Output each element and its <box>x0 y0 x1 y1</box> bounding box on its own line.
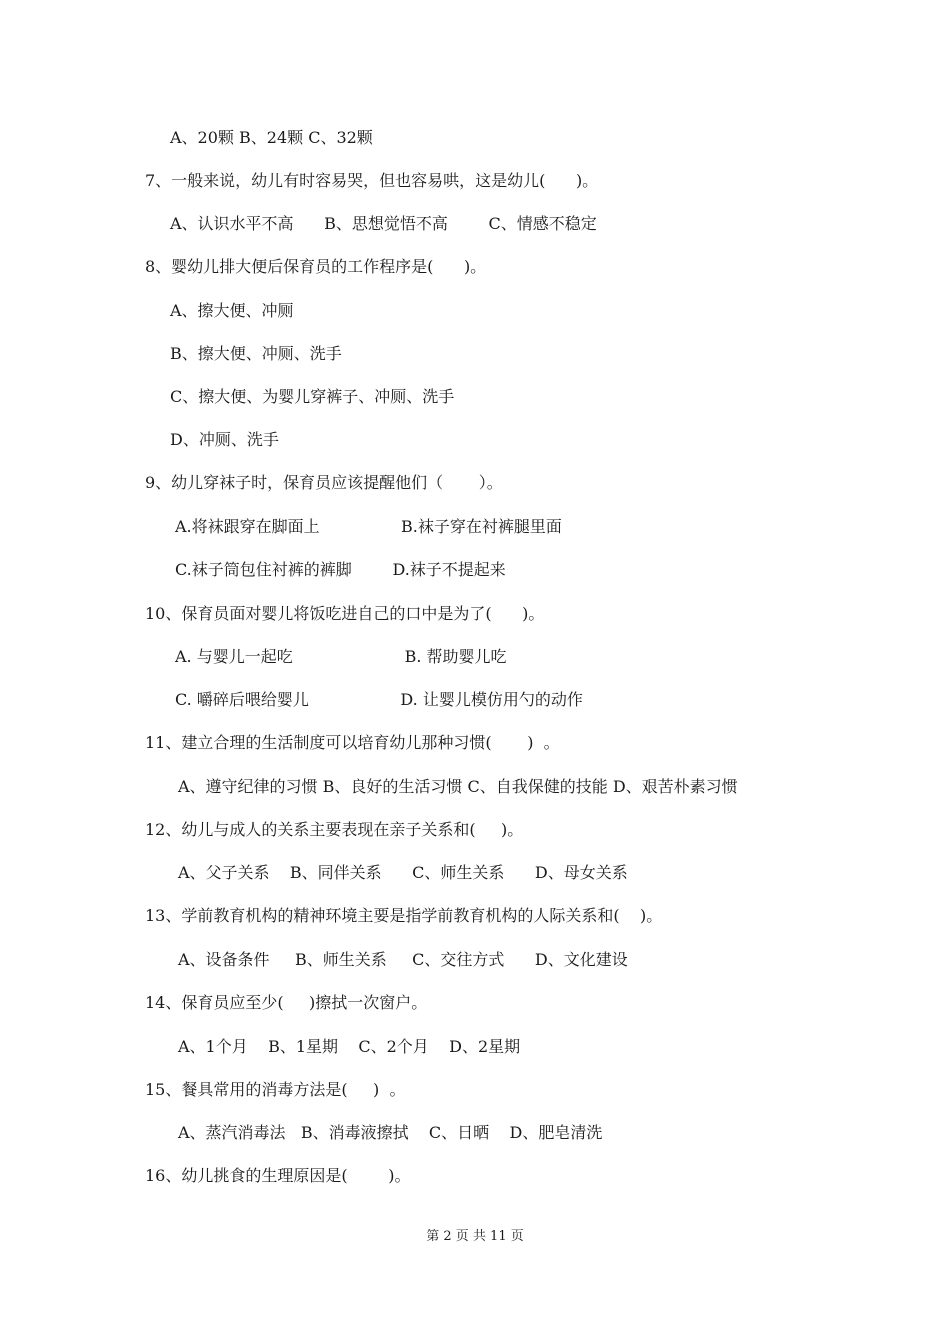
question-16: 16、幼儿挑食的生理原因是( )。 <box>145 1166 411 1185</box>
question-12: 12、幼儿与成人的关系主要表现在亲子关系和( )。 <box>145 820 524 839</box>
question-13: 13、学前教育机构的精神环境主要是指学前教育机构的人际关系和( )。 <box>145 906 663 925</box>
q8-option-a: A、擦大便、冲厕 <box>170 301 294 320</box>
question-8: 8、婴幼儿排大便后保育员的工作程序是( )。 <box>145 257 487 276</box>
q6-options: A、20颗 B、24颗 C、32颗 <box>170 128 373 147</box>
q10-options-cd: C. 嚼碎后喂给婴儿 D. 让婴儿模仿用勺的动作 <box>175 690 583 709</box>
q9-options-cd: C.袜子筒包住衬裤的裤脚 D.袜子不提起来 <box>175 560 506 579</box>
q8-option-c: C、擦大便、为婴儿穿裤子、冲厕、洗手 <box>170 387 455 406</box>
q9-options-ab: A.将袜跟穿在脚面上 B.袜子穿在衬裤腿里面 <box>175 517 562 536</box>
q12-options: A、父子关系 B、同伴关系 C、师生关系 D、母女关系 <box>178 863 628 882</box>
q8-option-d: D、冲厕、洗手 <box>170 430 279 449</box>
q8-option-b: B、擦大便、冲厕、洗手 <box>170 344 342 363</box>
question-15: 15、餐具常用的消毒方法是( ) 。 <box>145 1080 406 1099</box>
question-10: 10、保育员面对婴儿将饭吃进自己的口中是为了( )。 <box>145 604 545 623</box>
q14-options: A、1个月 B、1星期 C、2个月 D、2星期 <box>178 1037 521 1056</box>
q15-options: A、蒸汽消毒法 B、消毒液擦拭 C、日晒 D、肥皂清洗 <box>178 1123 603 1142</box>
q10-options-ab: A. 与婴儿一起吃 B. 帮助婴儿吃 <box>175 647 507 666</box>
question-9: 9、幼儿穿袜子时，保育员应该提醒他们（ ）。 <box>145 473 503 492</box>
question-14: 14、保育员应至少( )擦拭一次窗户。 <box>145 993 428 1012</box>
question-7: 7、一般来说，幼儿有时容易哭，但也容易哄，这是幼儿( )。 <box>145 171 599 190</box>
q7-options: A、认识水平不高 B、思想觉悟不高 C、情感不稳定 <box>170 214 597 233</box>
q11-options: A、遵守纪律的习惯 B、良好的生活习惯 C、自我保健的技能 D、艰苦朴素习惯 <box>178 777 738 796</box>
page-number-footer: 第 2 页 共 11 页 <box>426 1229 524 1244</box>
q13-options: A、设备条件 B、师生关系 C、交往方式 D、文化建设 <box>178 950 628 969</box>
question-11: 11、建立合理的生活制度可以培育幼儿那种习惯( ) 。 <box>145 733 560 752</box>
